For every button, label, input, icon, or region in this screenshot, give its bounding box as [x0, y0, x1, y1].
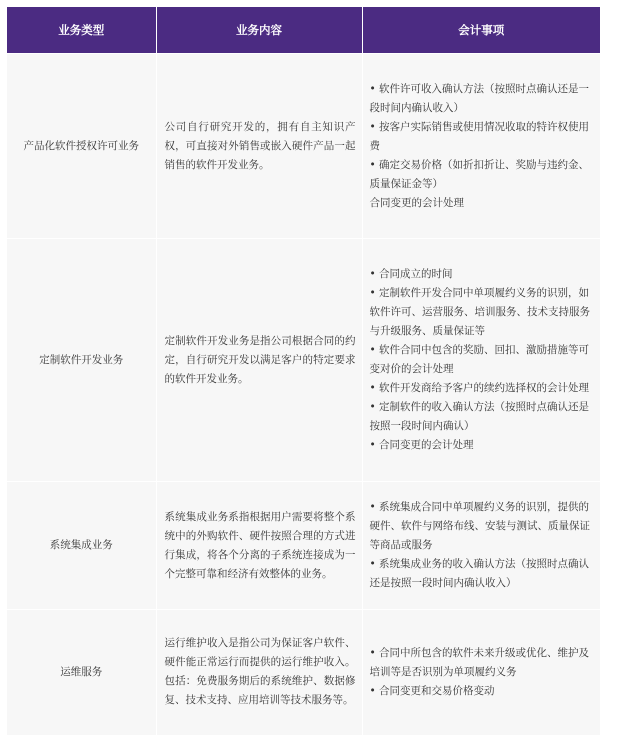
header-accounting-matters: 会计事项	[362, 7, 600, 54]
cell-business-content: 定制软件开发业务是指公司根据合同的约定，自行研究开发以满足客户的特定要求的软件开发业务。	[156, 239, 362, 482]
cell-business-type: 产品化软件授权许可业务	[7, 54, 156, 239]
cell-business-type: 系统集成业务	[7, 482, 156, 610]
cell-business-type: 运维服务	[7, 610, 156, 735]
list-item: • 确定交易价格（如折扣折让、奖励与违约金、质量保证金等）	[369, 158, 590, 190]
list-item: • 合同变更的会计处理	[369, 439, 474, 451]
list-item: • 系统集成业务的收入确认方法（按照时点确认还是按照一段时间内确认收入）	[369, 558, 590, 589]
list-item: • 合同中所包含的软件未来升级或优化、维护及培训等是否识别为单项履约义务	[369, 646, 590, 678]
table-row	[7, 482, 600, 610]
list-item: • 合同变更和交易价格变动	[369, 684, 495, 697]
header-business-content: 业务内容	[156, 7, 362, 54]
table-row	[7, 610, 600, 735]
table-header-row	[7, 7, 600, 54]
list-item: • 系统集成合同中单项履约义务的识别，提供的硬件、软件与网络布线、安装与测试、质量保证等商品或服务	[369, 501, 590, 551]
list-item: • 定制软件的收入确认方法（按照时点确认还是按照一段时间内确认）	[369, 401, 590, 432]
cell-accounting-matters	[362, 54, 600, 239]
cell-business-type: 定制软件开发业务	[7, 239, 156, 482]
list-item: • 软件许可收入确认方法（按照时点确认还是一段时间内确认收入）	[369, 82, 590, 114]
header-business-type: 业务类型	[7, 7, 156, 54]
cell-business-content: 系统集成业务系指根据用户需要将整个系统中的外购软件、硬件按照合理的方式进行集成，将各个分离的子系统连接成为一个完整可靠和经济有效整体的业务。	[156, 482, 362, 610]
table-row	[7, 239, 600, 482]
cell-accounting-matters	[362, 239, 600, 482]
list-item: • 按客户实际销售或使用情况收取的特许权使用费	[369, 120, 590, 152]
cell-business-content: 公司自行研究开发的，拥有自主知识产权，可直接对外销售或嵌入硬件产品一起销售的软件开发业务。	[156, 54, 362, 239]
business-accounting-table	[7, 7, 600, 735]
list-item: • 软件开发商给予客户的续约选择权的会计处理	[369, 382, 590, 394]
cell-business-content: 运行维护收入是指公司为保证客户软件、硬件能正常运行而提供的运行维护收入。包括：免费服务期后的系统维护、数据修复、技术支持、应用培训等技术服务等。	[156, 610, 362, 735]
cell-accounting-matters	[362, 482, 600, 610]
list-item: • 合同成立的时间	[369, 268, 453, 280]
cell-accounting-matters	[362, 610, 600, 735]
table-row	[7, 54, 600, 239]
list-item: • 软件合同中包含的奖励、回扣、激励措施等可变对价的会计处理	[369, 344, 590, 375]
list-item: 合同变更的会计处理	[369, 196, 464, 209]
list-item: • 定制软件开发合同中单项履约义务的识别，如软件许可、运营服务、培训服务、技术支持服务与升级服务、质量保证等	[369, 287, 590, 337]
